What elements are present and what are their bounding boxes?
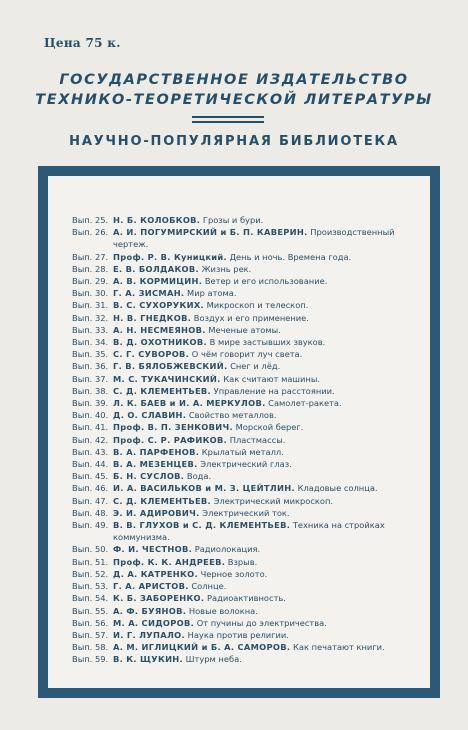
catalog-entry (72, 287, 418, 299)
entry-title: О чём говорит луч света. (191, 349, 303, 360)
issue-number: Вып. 37. (72, 373, 109, 384)
entry-author: А. Ф. БУЯНОВ. (113, 605, 187, 616)
entry-title: День и ночь. Времена года. (229, 251, 352, 262)
entry-text (113, 495, 418, 507)
entry-author: Б. Н. СУСЛОВ. (113, 471, 185, 482)
entry-text (113, 446, 418, 458)
issue-number: Вып. 47. (72, 495, 109, 506)
entry-text (113, 641, 418, 653)
catalog-entry (72, 592, 418, 604)
catalog-entry (72, 434, 418, 446)
issue-number: Вып. 33. (72, 324, 109, 335)
entry-author: Проф. Р. В. Куницкий. (113, 251, 227, 262)
issue-number: Вып. 56. (72, 617, 109, 628)
entry-text (113, 507, 418, 519)
entry-text (113, 251, 418, 263)
catalog-entry (72, 458, 418, 470)
entry-text (113, 287, 418, 299)
entry-author: Г. А. ЗИСМАН. (113, 288, 185, 299)
issue-number: Вып. 51. (72, 556, 109, 567)
entry-author: А. И. ПОГУМИРСКИЙ и Б. П. КАВЕРИН. (113, 227, 308, 238)
catalog-entry (72, 385, 418, 397)
catalog-entry (72, 446, 418, 458)
issue-number: Вып. 44. (72, 459, 109, 470)
entry-author: С. Д. КЛЕМЕНТЬЕВ. (113, 385, 211, 396)
entry-text (113, 360, 418, 372)
price-label: Цена 75 к. (44, 36, 121, 50)
issue-number: Вып. 43. (72, 446, 109, 457)
entry-author: И. Г. ЛУПАЛО. (113, 629, 185, 640)
entry-author: Н. Б. КОЛОБКОВ. (113, 215, 201, 225)
issue-number: Вып. 30. (72, 288, 109, 299)
catalog-entry (72, 409, 418, 421)
entry-text (113, 263, 418, 275)
issue-number: Вып. 48. (72, 507, 109, 518)
entry-text (113, 629, 418, 641)
entry-text (113, 605, 418, 617)
catalog-entry (72, 482, 418, 494)
entry-title: Воздух и его применение. (193, 312, 309, 323)
entry-author: А. М. ИГЛИЦКИЙ и Б. А. САМОРОВ. (113, 642, 291, 653)
entry-title: Кладовые солнца. (297, 483, 378, 494)
entry-author: И. А. ВАСИЛЬКОВ и М. З. ЦЕЙТЛИН. (113, 483, 295, 494)
catalog-entry (72, 495, 418, 507)
entry-text (113, 226, 418, 250)
entry-title: Пластмассы. (229, 434, 286, 445)
issue-number: Вып. 52. (72, 568, 109, 579)
catalog-entry (72, 605, 418, 617)
issue-number: Вып. 34. (72, 337, 109, 348)
entry-author: С. Г. СУВОРОВ. (113, 349, 190, 360)
catalog-entry (72, 226, 418, 250)
catalog-entry (72, 580, 418, 592)
entry-text (113, 617, 418, 629)
issue-number: Вып. 35. (72, 349, 109, 360)
catalog-entry (72, 653, 418, 665)
entry-text (113, 580, 418, 592)
entry-author: Д. О. СЛАВИН. (113, 410, 187, 421)
entry-title: Как считают машины. (223, 373, 321, 384)
entry-author: Г. А. АРИСТОВ. (113, 581, 189, 592)
catalog-entry (72, 275, 418, 287)
entry-title: Как печатают книги. (292, 642, 385, 653)
entry-author: Ф. И. ЧЕСТНОВ. (113, 544, 193, 555)
entry-title: Производственный чертеж. (113, 227, 395, 250)
issue-number: Вып. 59. (72, 654, 109, 665)
entry-title: Новые волокна. (188, 605, 258, 616)
entry-title: Микроскоп и телескоп. (206, 300, 309, 311)
entry-author: В. В. ГЛУХОВ и С. Д. КЛЕМЕНТЬЕВ. (113, 520, 291, 531)
issue-number: Вып. 29. (72, 276, 109, 287)
entry-text (113, 434, 418, 446)
issue-number: Вып. 27. (72, 251, 109, 262)
catalog-entry (72, 360, 418, 372)
entry-title: Вода. (186, 471, 212, 482)
catalog-entry (72, 519, 418, 543)
entry-text (113, 519, 418, 543)
entry-text (113, 470, 418, 482)
entry-title: Грозы и бури. (202, 215, 264, 225)
catalog-entry (72, 421, 418, 433)
entry-title: Морской берег. (235, 422, 304, 433)
entry-title: Черное золото. (200, 568, 268, 579)
entry-author: В. К. ЩУКИН. (113, 654, 184, 665)
series-title: НАУЧНО-ПОПУЛЯРНАЯ БИБЛИОТЕКА (69, 134, 399, 149)
issue-number: Вып. 26. (72, 227, 109, 238)
issue-number: Вып. 45. (72, 471, 109, 482)
entry-text (113, 385, 418, 397)
catalog-entry (72, 617, 418, 629)
issue-number: Вып. 46. (72, 483, 109, 494)
issue-number: Вып. 38. (72, 385, 109, 396)
issue-number: Вып. 25. (72, 215, 109, 225)
entry-title: Электрический глаз. (200, 459, 292, 470)
issue-number: Вып. 32. (72, 312, 109, 323)
entry-text (113, 482, 418, 494)
catalog-entry (72, 556, 418, 568)
entry-author: Проф. К. К. АНДРЕЕВ. (113, 556, 226, 567)
entry-text (113, 299, 418, 311)
entry-author: Е. В. БОЛДАКОВ. (113, 263, 199, 274)
entry-title: Электрический ток. (202, 507, 290, 518)
issue-number: Вып. 31. (72, 300, 109, 311)
catalog-panel (48, 176, 430, 688)
entry-text (113, 409, 418, 421)
catalog-list (72, 214, 418, 666)
issue-number: Вып. 42. (72, 434, 109, 445)
entry-author: Н. В. ГНЕДКОВ. (113, 312, 192, 323)
entry-title: Электрический микроскоп. (213, 495, 334, 506)
catalog-frame (38, 166, 440, 698)
catalog-entry (72, 543, 418, 555)
issue-number: Вып. 57. (72, 629, 109, 640)
entry-title: Жизнь рек. (201, 263, 252, 274)
divider-rule-bottom (192, 121, 264, 123)
issue-number: Вып. 40. (72, 410, 109, 421)
catalog-entry (72, 324, 418, 336)
catalog-entry (72, 397, 418, 409)
entry-author: М. А. СИДОРОВ. (113, 617, 195, 628)
issue-number: Вып. 50. (72, 544, 109, 555)
entry-author: М. С. ТУКАЧИНСКИЙ. (113, 373, 221, 384)
entry-text (113, 312, 418, 324)
entry-text (113, 397, 418, 409)
catalog-entry (72, 299, 418, 311)
entry-title: От пучины до электричества. (196, 617, 327, 628)
entry-author: С. Д. КЛЕМЕНТЬЕВ. (113, 495, 211, 506)
publisher-line-2: ТЕХНИКО-ТЕОРЕТИЧЕСКОЙ ЛИТЕРАТУРЫ (35, 92, 433, 108)
entry-title: Свойство металлов. (188, 410, 277, 421)
issue-number: Вып. 41. (72, 422, 109, 433)
entry-title: Снег и лёд. (230, 361, 281, 372)
catalog-entry (72, 251, 418, 263)
catalog-entry (72, 336, 418, 348)
entry-title: Мир атома. (187, 288, 237, 299)
catalog-entry (72, 568, 418, 580)
entry-author: Проф. В. П. ЗЕНКОВИЧ. (113, 422, 233, 433)
catalog-entry (72, 214, 418, 226)
catalog-entry (72, 507, 418, 519)
catalog-entry (72, 348, 418, 360)
entry-text (113, 214, 418, 226)
catalog-entry (72, 470, 418, 482)
entry-text (113, 543, 418, 555)
entry-text (113, 653, 418, 665)
entry-author: Д. А. КАТРЕНКО. (113, 568, 198, 579)
entry-author: Проф. С. Р. РАФИКОВ. (113, 434, 228, 445)
entry-text (113, 348, 418, 360)
entry-author: Э. И. АДИРОВИЧ. (113, 507, 200, 518)
entry-author: В. Д. ОХОТНИКОВ. (113, 337, 207, 348)
entry-title: Штурм неба. (185, 654, 242, 665)
entry-text (113, 592, 418, 604)
catalog-entry (72, 629, 418, 641)
catalog-entry (72, 641, 418, 653)
entry-text (113, 336, 418, 348)
entry-author: В. А. ПАРФЕНОВ. (113, 446, 200, 457)
issue-number: Вып. 39. (72, 398, 109, 409)
entry-title: Крылатый металл. (201, 446, 284, 457)
entry-title: Радиоактивность. (207, 593, 286, 604)
issue-number: Вып. 54. (72, 593, 109, 604)
entry-title: Радиолокация. (194, 544, 261, 555)
entry-text (113, 373, 418, 385)
entry-text (113, 324, 418, 336)
catalog-entry (72, 263, 418, 275)
entry-title: В мире застывших звуков. (209, 337, 326, 348)
entry-author: Г. В. БЯЛОБЖЕВСКИЙ. (113, 361, 228, 372)
entry-author: А. В. КОРМИЦИН. (113, 276, 203, 287)
entry-title: Ветер и его использование. (204, 276, 328, 287)
issue-number: Вып. 28. (72, 263, 109, 274)
entry-author: В. С. СУХОРУКИХ. (113, 300, 204, 311)
publisher-line-1: ГОСУДАРСТВЕННОЕ ИЗДАТЕЛЬСТВО (59, 72, 409, 88)
catalog-entry (72, 373, 418, 385)
entry-author: В. А. МЕЗЕНЦЕВ. (113, 459, 198, 470)
entry-title: Наука против религии. (187, 629, 289, 640)
entry-title: Солнце. (191, 581, 227, 592)
entry-title: Техника на стройках коммунизма. (113, 520, 385, 543)
entry-text (113, 568, 418, 580)
issue-number: Вып. 49. (72, 520, 109, 531)
catalog-entry (72, 312, 418, 324)
entry-text (113, 458, 418, 470)
entry-author: Л. К. БАЕВ и И. А. МЕРКУЛОВ. (113, 398, 266, 409)
issue-number: Вып. 36. (72, 361, 109, 372)
entry-title: Взрыв. (227, 556, 258, 567)
entry-text (113, 275, 418, 287)
entry-text (113, 556, 418, 568)
entry-text (113, 421, 418, 433)
divider-rule-top (192, 116, 264, 118)
issue-number: Вып. 53. (72, 581, 109, 592)
publisher-name (0, 70, 468, 110)
issue-number: Вып. 55. (72, 605, 109, 616)
entry-title: Управление на расстоянии. (213, 385, 335, 396)
issue-number: Вып. 58. (72, 642, 109, 653)
entry-title: Самолет-ракета. (268, 398, 342, 409)
entry-title: Меченые атомы. (208, 324, 281, 335)
entry-author: К. Б. ЗАБОРЕНКО. (113, 593, 205, 604)
entry-author: А. Н. НЕСМЕЯНОВ. (113, 324, 206, 335)
